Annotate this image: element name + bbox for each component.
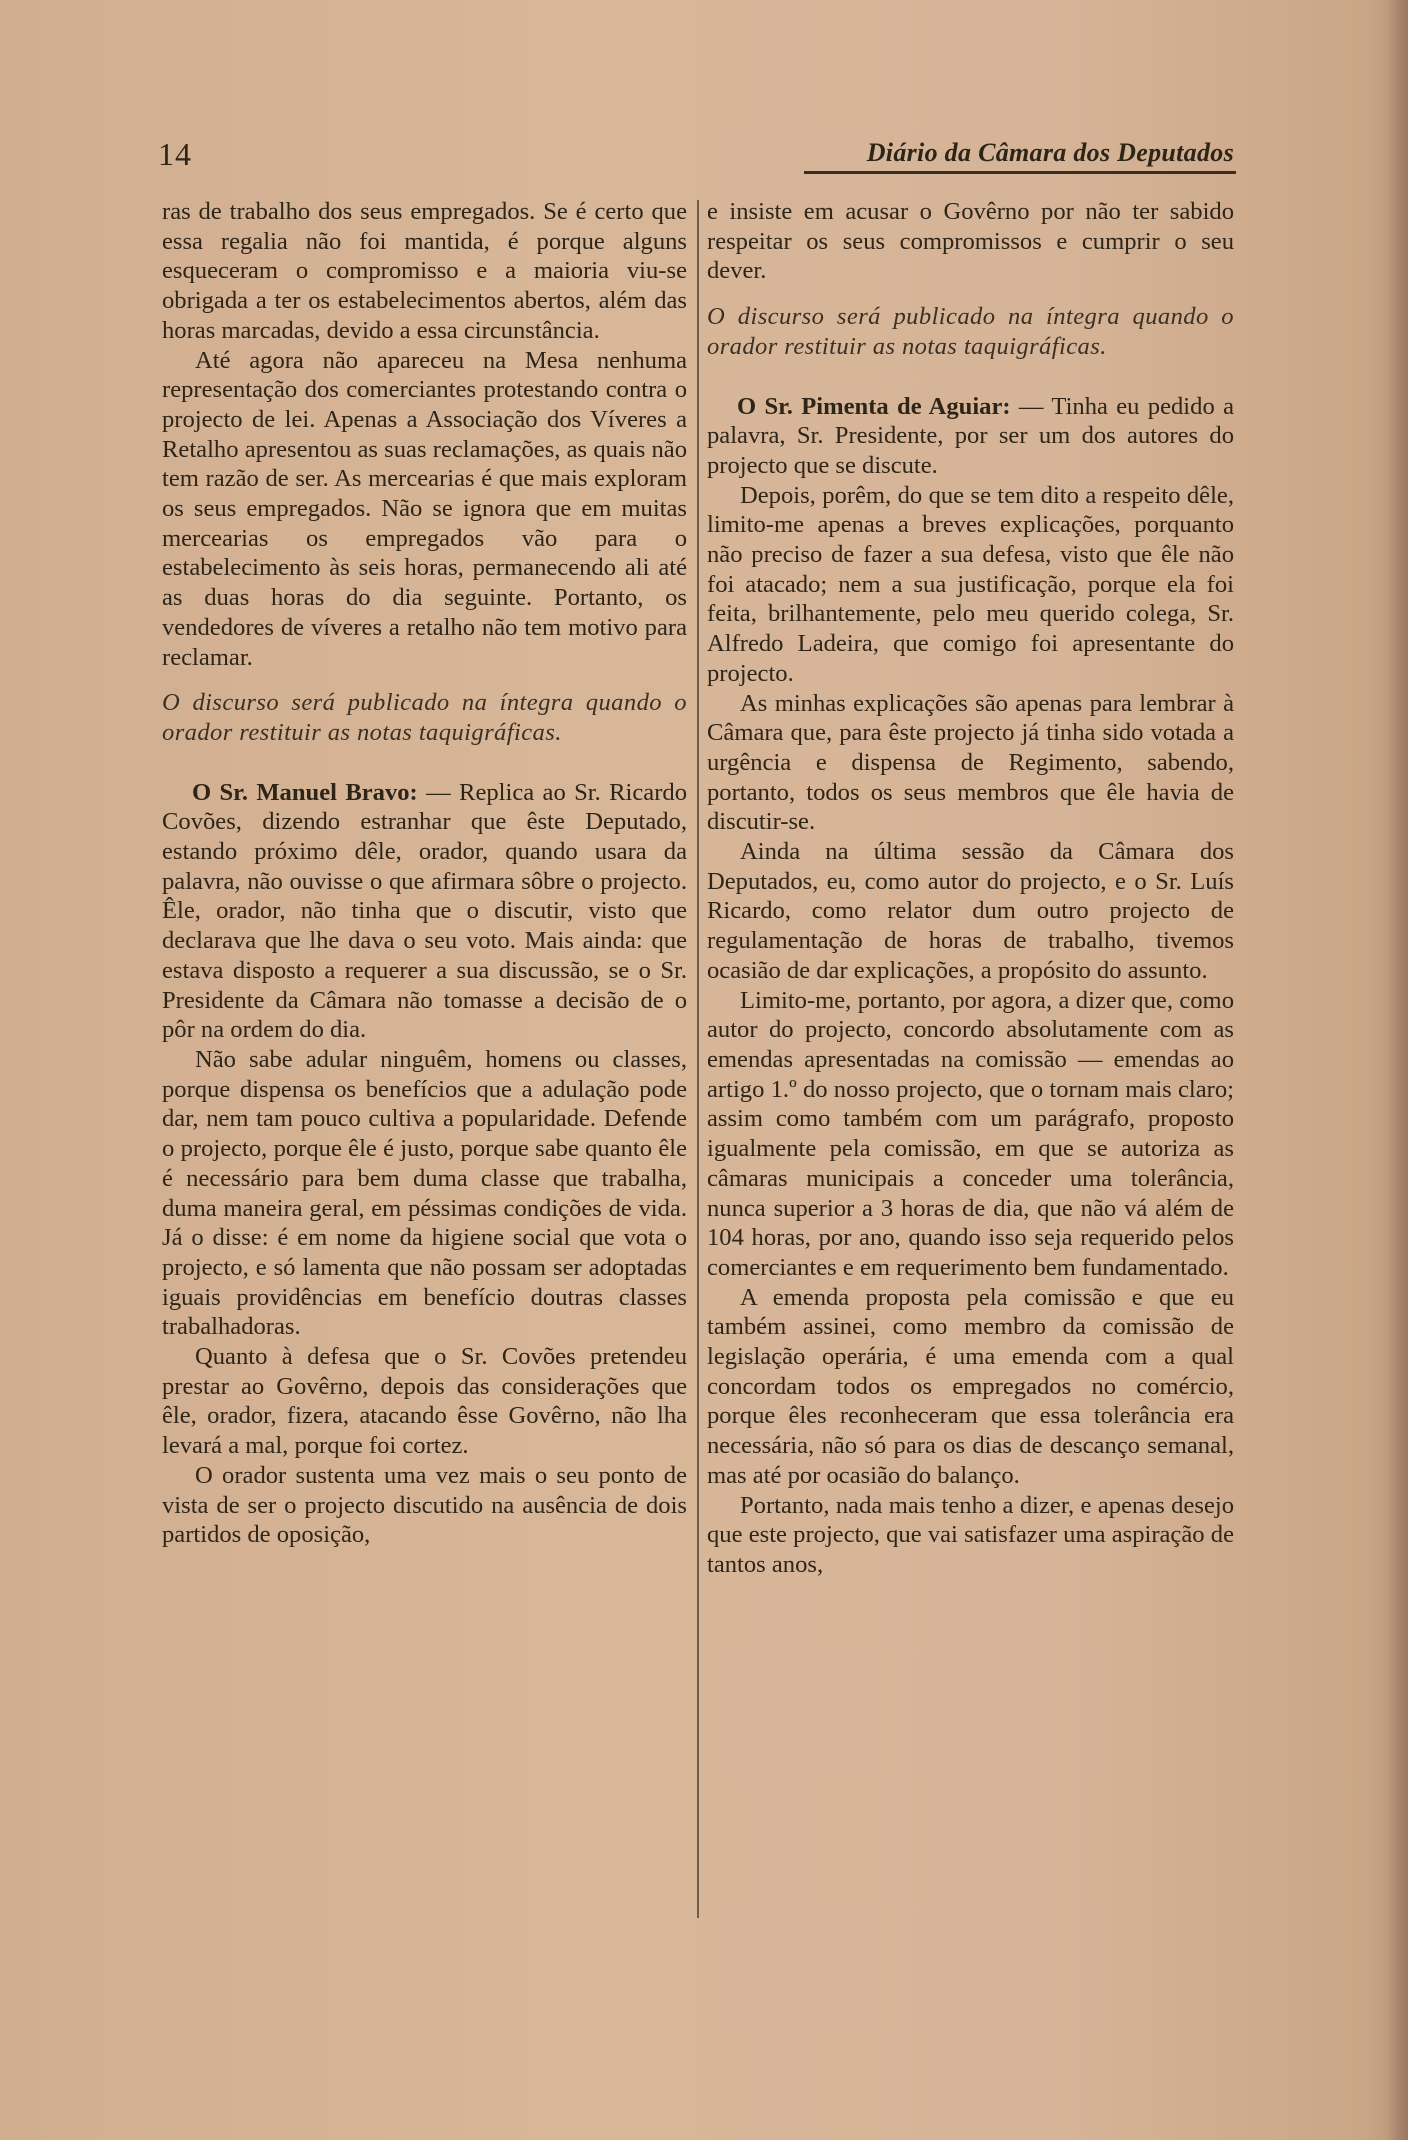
column-divider	[697, 200, 699, 1918]
paragraph: ras de trabalho dos seus empregados. Se é certo que essa regalia não foi mantida, é porque alguns esqueceram o compromisso e a maioria viu-se obrigada a ter os estabelecimentos abertos, além das horas marcadas, devido a essa circunstância.	[162, 198, 687, 344]
editorial-note: O discurso será publicado na íntegra quando o orador restituir as notas taquigráficas.	[162, 689, 687, 746]
paragraph: A emenda proposta pela comissão e que eu também assinei, como membro da comissão de legislação operária, é uma emenda com a qual concordam todos os empregados no comércio, porque êles reconheceram que essa tolerância era necessária, não só para os dias de descanço semanal, mas até por ocasião do balanço.	[707, 1283, 1234, 1489]
page-number: 14	[158, 136, 192, 172]
paragraph: Portanto, nada mais tenho a dizer, e apenas desejo que este projecto, que vai satisfazer uma aspiração de tantos anos,	[707, 1491, 1234, 1578]
left-column	[162, 197, 687, 1550]
speaker-name: O Sr. Manuel Bravo:	[192, 778, 418, 806]
page-edge-shadow	[1386, 0, 1408, 2140]
paragraph: Depois, porêm, do que se tem dito a respeito dêle, limito-me apenas a breves explicações, porquanto não preciso de fazer a sua defesa, visto que êle não foi atacado; nem a sua justificação, porque ela foi feita, brilhantemente, pelo meu querido colega, Sr. Alfredo Ladeira, que comigo foi apresentante do projecto.	[707, 481, 1234, 687]
running-head-title: Diário da Câmara dos Deputados	[866, 138, 1234, 167]
paragraph: O orador sustenta uma vez mais o seu ponto de vista de ser o projecto discutido na ausência de dois partidos de oposição,	[162, 1461, 687, 1549]
paragraph: Não sabe adular ninguêm, homens ou classes, porque dispensa os benefícios que a adulação pode dar, nem tam pouco cultiva a popularidade. Defende o projecto, porque êle é justo, porque sabe quanto êle é necessário para bem duma classe que trabalha, duma maneira geral, em péssimas condições de vida. Já o disse: é em nome da higiene social que vota o projecto, e só lamenta que não possam ser adoptadas iguais providências em benefício doutras classes trabalhadoras.	[162, 1045, 687, 1341]
paragraph: Ainda na última sessão da Câmara dos Deputados, eu, como autor do projecto, e o Sr. Luís Ricardo, como relator dum outro projecto de regulamentação de horas de trabalho, tivemos ocasião de dar explicações, a propósito do assunto.	[707, 838, 1234, 984]
editorial-note: O discurso será publicado na íntegra quando o orador restituir as notas taquigráficas.	[707, 303, 1234, 360]
paragraph: Limito-me, portanto, por agora, a dizer que, como autor do projecto, concordo absolutamente com as emendas apresentadas na comissão — emendas ao artigo 1.º do nosso projecto, que o tornam mais claro; assim como também com um parágrafo, proposto igualmente pela comissão, em que se autoriza as câmaras municipais a conceder uma tolerância, nunca superior a 3 horas de dia, que não vá além de 104 horas, por ano, quando isso seja requerido pelos comerciantes e em requerimento bem fundamentado.	[707, 986, 1234, 1281]
paragraph: Quanto à defesa que o Sr. Covões pretendeu prestar ao Govêrno, depois das considerações que êle, orador, fizera, atacando êsse Govêrno, não lha levará a mal, porque foi cortez.	[162, 1343, 687, 1460]
speech-text: — Tinha eu pedido a palavra, Sr. Presidente, por ser um dos autores do projecto que se discute.	[707, 392, 1234, 479]
header-rule	[804, 171, 1236, 174]
paragraph: e insiste em acusar o Govêrno por não ter sabido respeitar os seus compromissos e cumprir o seu dever.	[707, 198, 1234, 285]
speech-paragraph	[162, 778, 687, 1045]
speech-text: — Replica ao Sr. Ricardo Covões, dizendo estranhar que êste Deputado, estando próximo dêle, orador, quando usara da palavra, não ouvisse o que afirmara sôbre o projecto. Êle, orador, não tinha que o discutir, visto que declarava que lhe dava o seu voto. Mais ainda: que estava disposto a requerer a sua discussão, se o Sr. Presidente da Câmara não tomasse a decisão de o pôr na ordem do dia.	[162, 778, 687, 1044]
paragraph: As minhas explicações são apenas para lembrar à Câmara que, para êste projecto já tinha sido votada a urgência e dispensa de Regimento, sabendo, portanto, todos os seus membros que êle havia de discutir-se.	[707, 689, 1234, 836]
paragraph: Até agora não apareceu na Mesa nenhuma representação dos comerciantes protestando contra o projecto de lei. Apenas a Associação dos Víveres a Retalho apresentou as suas reclamações, as quais não tem razão de ser. As mercearias é que mais exploram os seus empregados. Não se ignora que em muitas mercearias os empregados vão para o estabelecimento às seis horas, permanecendo ali até as duas horas do dia seguinte. Portanto, os vendedores de víveres a retalho não tem motivo para reclamar.	[162, 346, 687, 671]
speaker-name: O Sr. Pimenta de Aguiar:	[737, 392, 1011, 420]
right-column	[707, 197, 1234, 1580]
speech-paragraph	[707, 392, 1234, 481]
